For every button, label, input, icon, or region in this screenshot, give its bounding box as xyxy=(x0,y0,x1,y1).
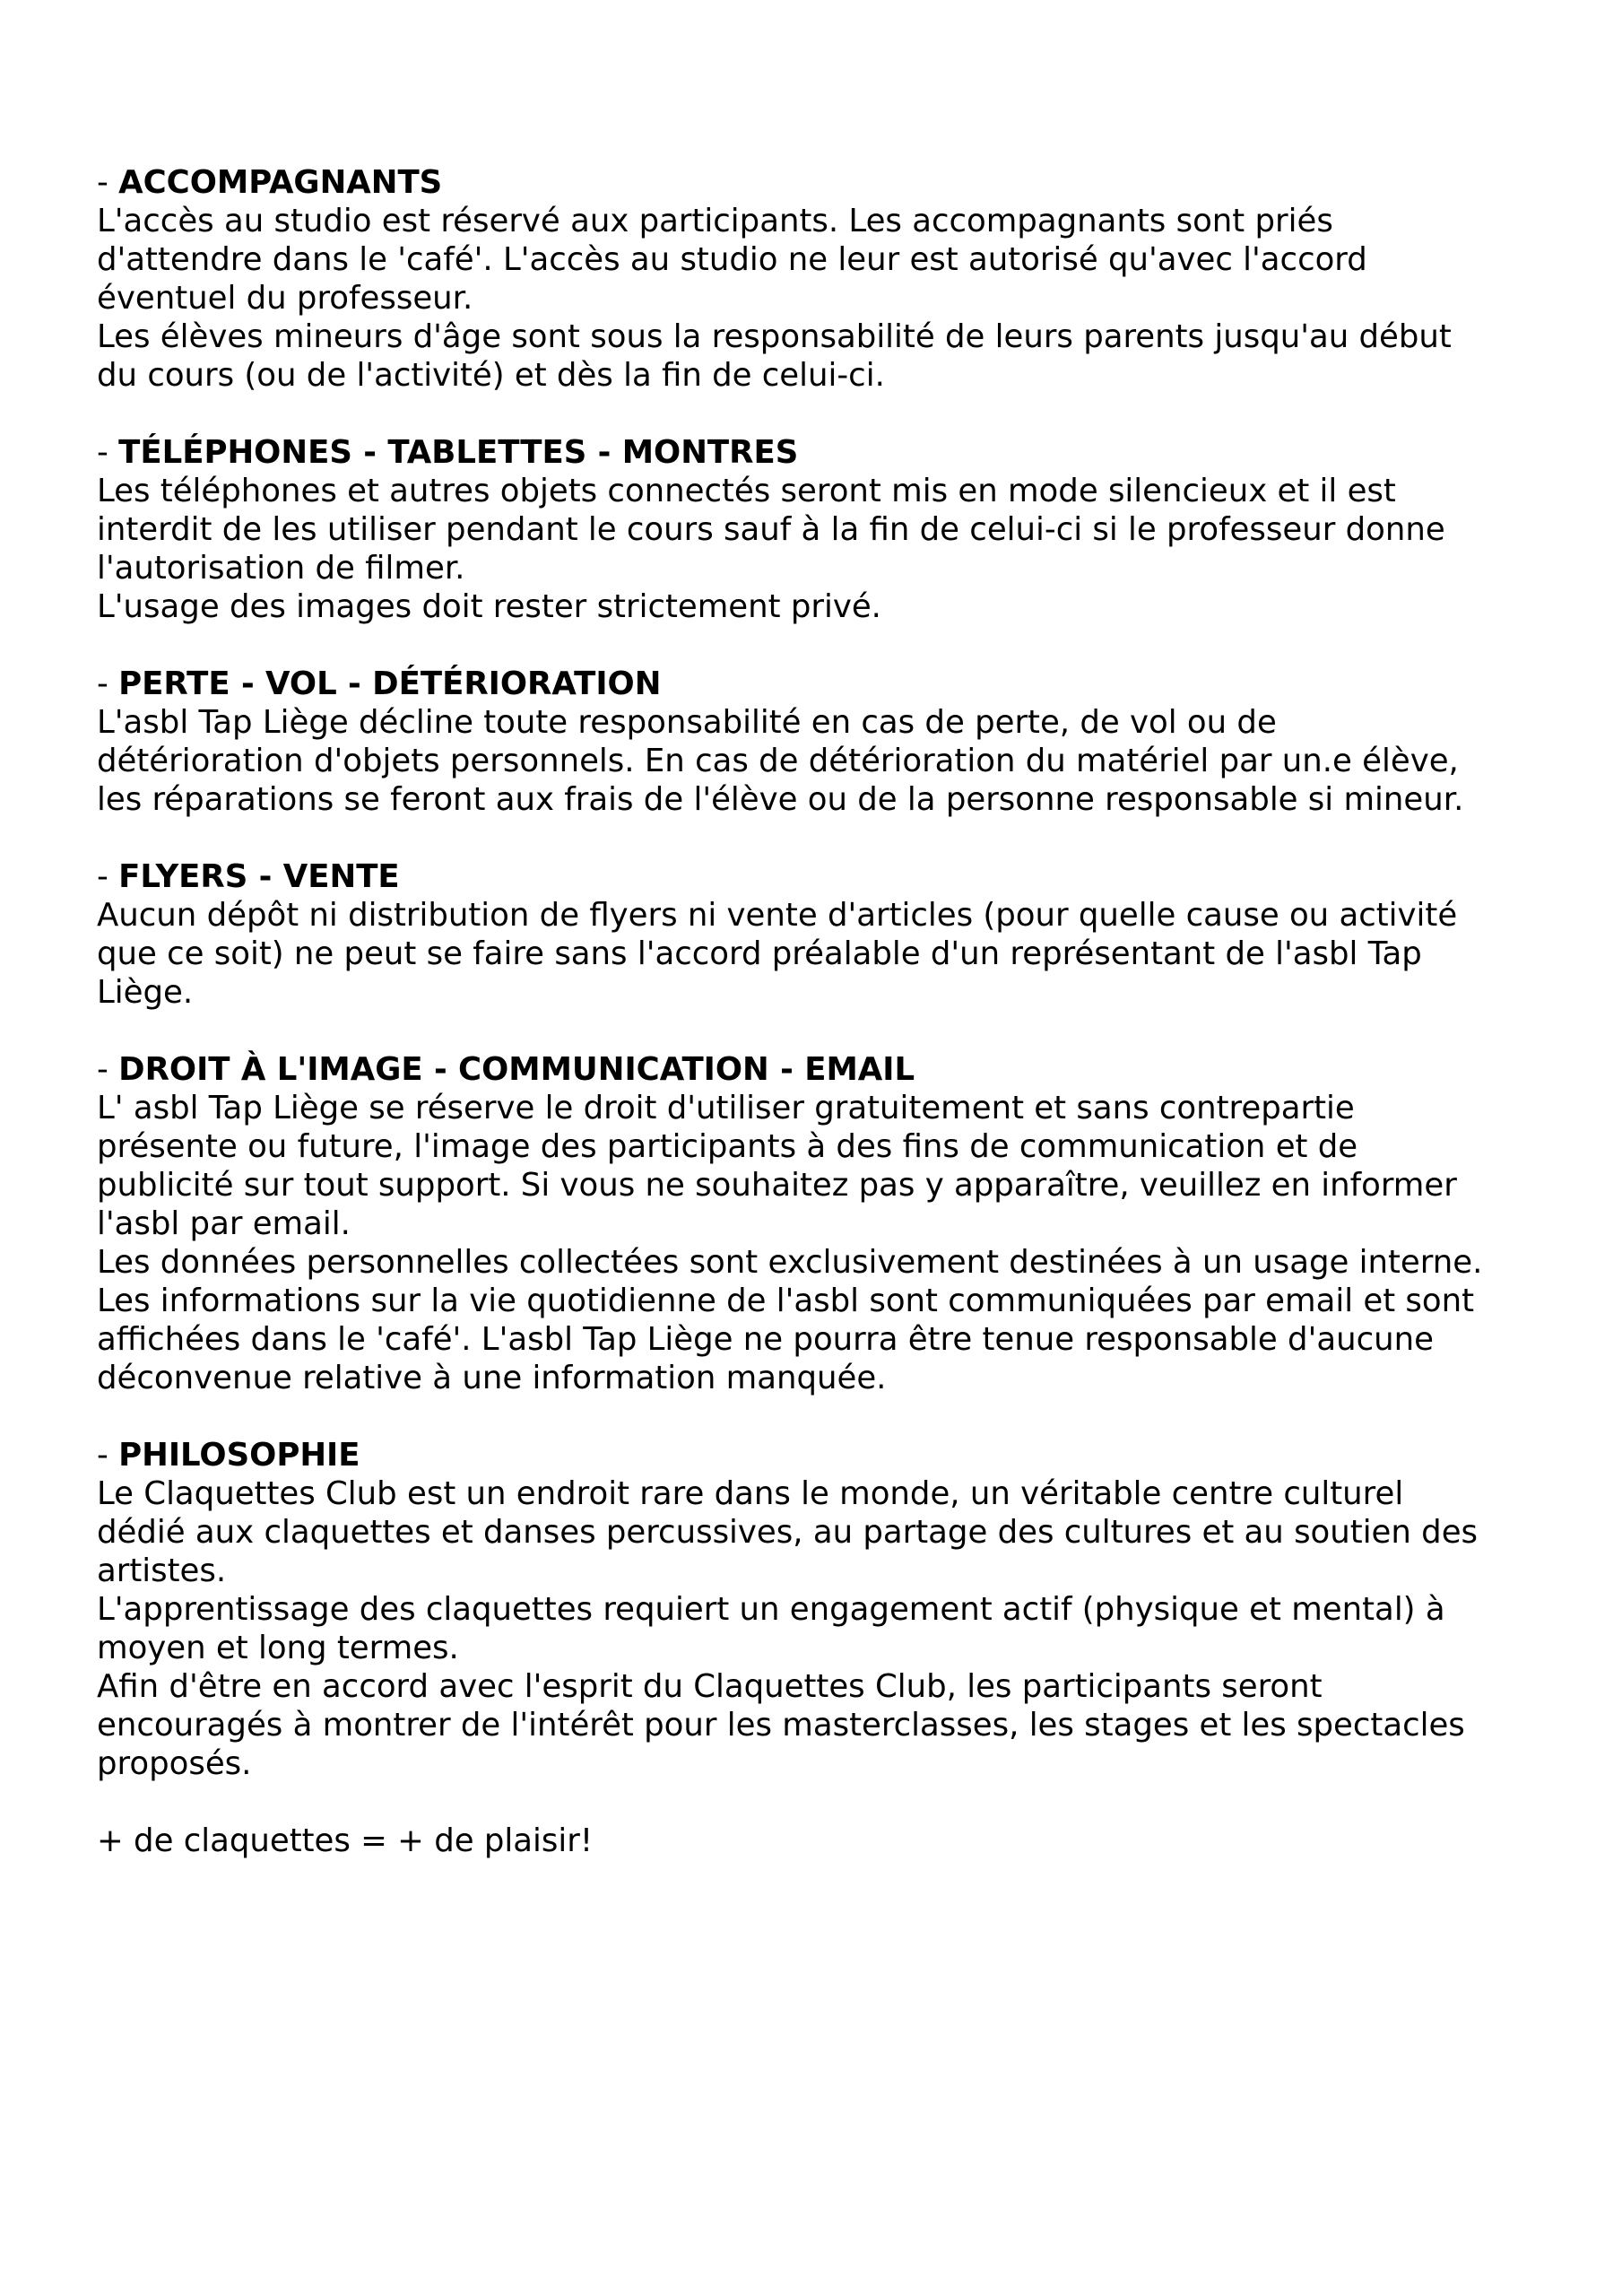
section-accompagnants xyxy=(97,163,1567,395)
section-philosophie xyxy=(97,1436,1567,1783)
paragraph-line: que ce soit) ne peut se faire sans l'accord préalable d'un représentant de l'asbl Tap xyxy=(97,935,1422,972)
paragraph-line: L'apprentissage des claquettes requiert un engagement actif (physique et mental) à xyxy=(97,1591,1445,1628)
paragraph-line: L'asbl Tap Liège décline toute responsabilité en cas de perte, de vol ou de xyxy=(97,704,1277,741)
paragraph-line: affichées dans le 'café'. L'asbl Tap Liège ne pourra être tenue responsable d'aucune xyxy=(97,1321,1434,1358)
section-flyers-vente xyxy=(97,857,1567,1012)
section-heading xyxy=(97,1050,1567,1089)
paragraph-line: dédié aux claquettes et danses percussives, au partage des cultures et au soutien des xyxy=(97,1514,1479,1551)
section-heading xyxy=(97,1436,1567,1474)
section-heading xyxy=(97,665,1567,703)
section-heading xyxy=(97,163,1567,202)
heading-prefix: - xyxy=(97,858,119,895)
paragraph-line: encouragés à montrer de l'intérêt pour les masterclasses, les stages et les spectacles xyxy=(97,1707,1465,1744)
closing-line: + de claquettes = + de plaisir! xyxy=(97,1822,594,1859)
paragraph-line: moyen et long termes. xyxy=(97,1630,459,1666)
paragraph-line: L'usage des images doit rester strictement privé. xyxy=(97,588,881,625)
paragraph-line: Liège. xyxy=(97,974,194,1011)
paragraph-line: Les élèves mineurs d'âge sont sous la responsabilité de leurs parents jusqu'au début xyxy=(97,318,1452,355)
paragraph-line: l'autorisation de filmer. xyxy=(97,550,465,587)
section-droit-image xyxy=(97,1050,1567,1397)
heading-prefix: - xyxy=(97,164,119,201)
heading-title: PHILOSOPHIE xyxy=(118,1437,360,1474)
paragraph-line: du cours (ou de l'activité) et dès la fin de celui-ci. xyxy=(97,357,885,394)
paragraph-line: Les téléphones et autres objets connectés seront mis en mode silencieux et il est xyxy=(97,473,1396,509)
heading-prefix: - xyxy=(97,434,119,471)
paragraph-line: proposés. xyxy=(97,1745,252,1782)
paragraph-line: Le Claquettes Club est un endroit rare dans le monde, un véritable centre culturel xyxy=(97,1475,1404,1512)
paragraph-line: publicité sur tout support. Si vous ne souhaitez pas y apparaître, veuillez en informer xyxy=(97,1167,1457,1204)
paragraph-line: Afin d'être en accord avec l'esprit du Claquettes Club, les participants seront xyxy=(97,1668,1323,1705)
document-page xyxy=(97,163,1567,1899)
heading-prefix: - xyxy=(97,1051,119,1088)
heading-prefix: - xyxy=(97,665,119,702)
paragraph-line: détérioration d'objets personnels. En cas de détérioration du matériel par un.e élève, xyxy=(97,743,1459,779)
paragraph-line: présente ou future, l'image des participants à des fins de communication et de xyxy=(97,1128,1358,1165)
heading-title: FLYERS - VENTE xyxy=(118,858,400,895)
paragraph-line: artistes. xyxy=(97,1552,227,1589)
paragraph-line: éventuel du professeur. xyxy=(97,280,473,317)
paragraph-line: Les informations sur la vie quotidienne de l'asbl sont communiquées par email et sont xyxy=(97,1283,1475,1319)
paragraph-line: L'accès au studio est réservé aux participants. Les accompagnants sont priés xyxy=(97,203,1333,239)
heading-title: TÉLÉPHONES - TABLETTES - MONTRES xyxy=(118,434,799,471)
heading-prefix: - xyxy=(97,1437,119,1474)
heading-title: ACCOMPAGNANTS xyxy=(118,164,443,201)
paragraph-line: d'attendre dans le 'café'. L'accès au studio ne leur est autorisé qu'avec l'accord xyxy=(97,241,1367,278)
paragraph-line: Les données personnelles collectées sont exclusivement destinées à un usage interne. xyxy=(97,1244,1483,1281)
section-telephones xyxy=(97,433,1567,626)
paragraph-line: L' asbl Tap Liège se réserve le droit d'utiliser gratuitement et sans contrepartie xyxy=(97,1090,1355,1126)
paragraph-line: l'asbl par email. xyxy=(97,1205,351,1242)
section-heading xyxy=(97,857,1567,896)
section-heading xyxy=(97,433,1567,472)
closing-section xyxy=(97,1822,1567,1860)
paragraph-line: les réparations se feront aux frais de l'élève ou de la personne responsable si mineur. xyxy=(97,781,1464,818)
heading-title: DROIT À L'IMAGE - COMMUNICATION - EMAIL xyxy=(118,1051,915,1088)
paragraph-line: Aucun dépôt ni distribution de flyers ni vente d'articles (pour quelle cause ou activité xyxy=(97,897,1458,934)
paragraph-line: déconvenue relative à une information manquée. xyxy=(97,1360,887,1396)
paragraph-line: interdit de les utiliser pendant le cours sauf à la fin de celui-ci si le professeur donne xyxy=(97,511,1445,548)
heading-title: PERTE - VOL - DÉTÉRIORATION xyxy=(118,665,662,702)
section-perte-vol xyxy=(97,665,1567,819)
